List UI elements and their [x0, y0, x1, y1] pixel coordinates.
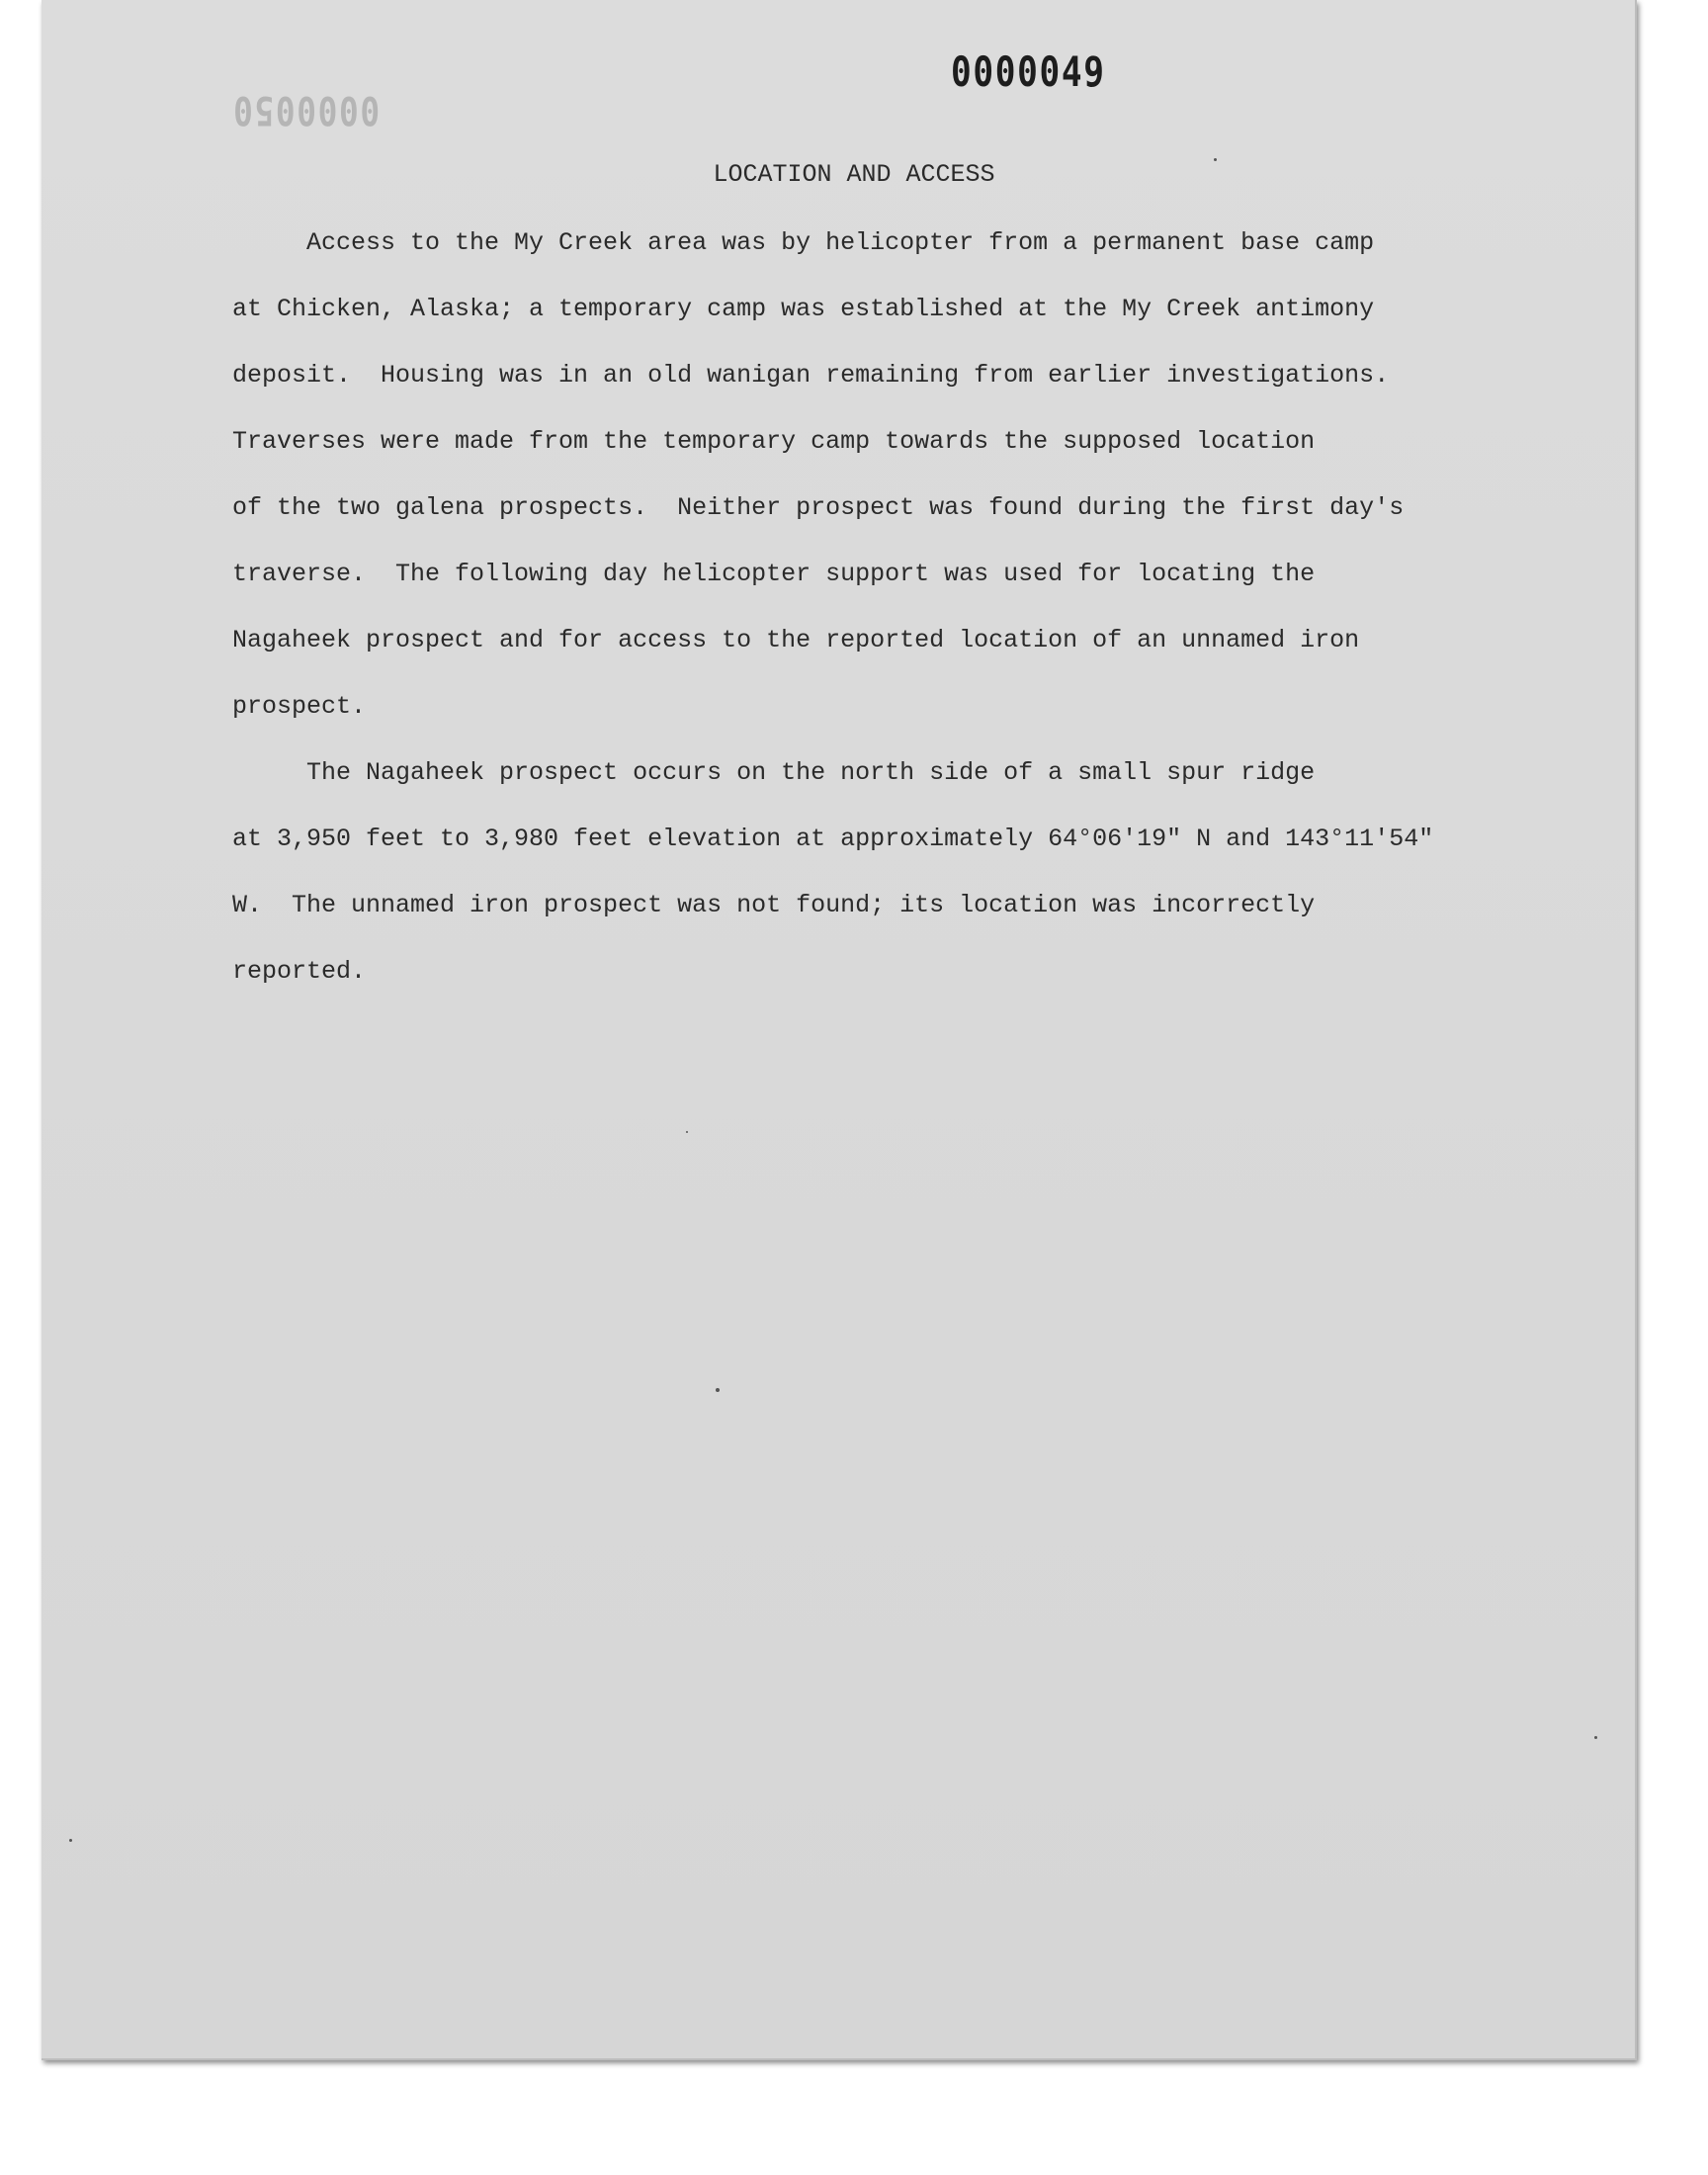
stamp-number: 0000049 [951, 47, 1106, 96]
paper-speck [1214, 158, 1217, 161]
body-text [232, 221, 1577, 1016]
text-line: of the two galena prospects. Neither prospect was found during the first day's [232, 493, 1405, 522]
text-line: at 3,950 feet to 3,980 feet elevation at approximately 64°06'19" N and 143°11'54" [232, 825, 1434, 853]
text-line: Access to the My Creek area was by helicopter from a permanent base camp [232, 228, 1375, 257]
text-line: W. The unnamed iron prospect was not found; its location was incorrectly [232, 891, 1316, 919]
text-line: Nagaheek prospect and for access to the reported location of an unnamed iron [232, 626, 1360, 654]
paper-speck [716, 1388, 720, 1392]
text-line: The Nagaheek prospect occurs on the north side of a small spur ridge [232, 758, 1316, 787]
paper-speck [69, 1839, 72, 1842]
paragraph-1 [232, 221, 1577, 751]
text-line: prospect. [232, 692, 367, 721]
ghost-stamp-number: 0000050 [231, 87, 381, 132]
paper-speck [1594, 1736, 1597, 1739]
paragraph-2 [232, 751, 1577, 1016]
text-line: deposit. Housing was in an old wanigan remaining from earlier investigations. [232, 361, 1390, 390]
text-line: reported. [232, 957, 367, 986]
text-line: Traverses were made from the temporary camp towards the supposed location [232, 427, 1316, 456]
text-line: traverse. The following day helicopter support was used for locating the [232, 560, 1316, 588]
paper-speck [686, 1131, 688, 1133]
page-title: LOCATION AND ACCESS [713, 160, 995, 189]
text-line: at Chicken, Alaska; a temporary camp was established at the My Creek antimony [232, 295, 1375, 323]
